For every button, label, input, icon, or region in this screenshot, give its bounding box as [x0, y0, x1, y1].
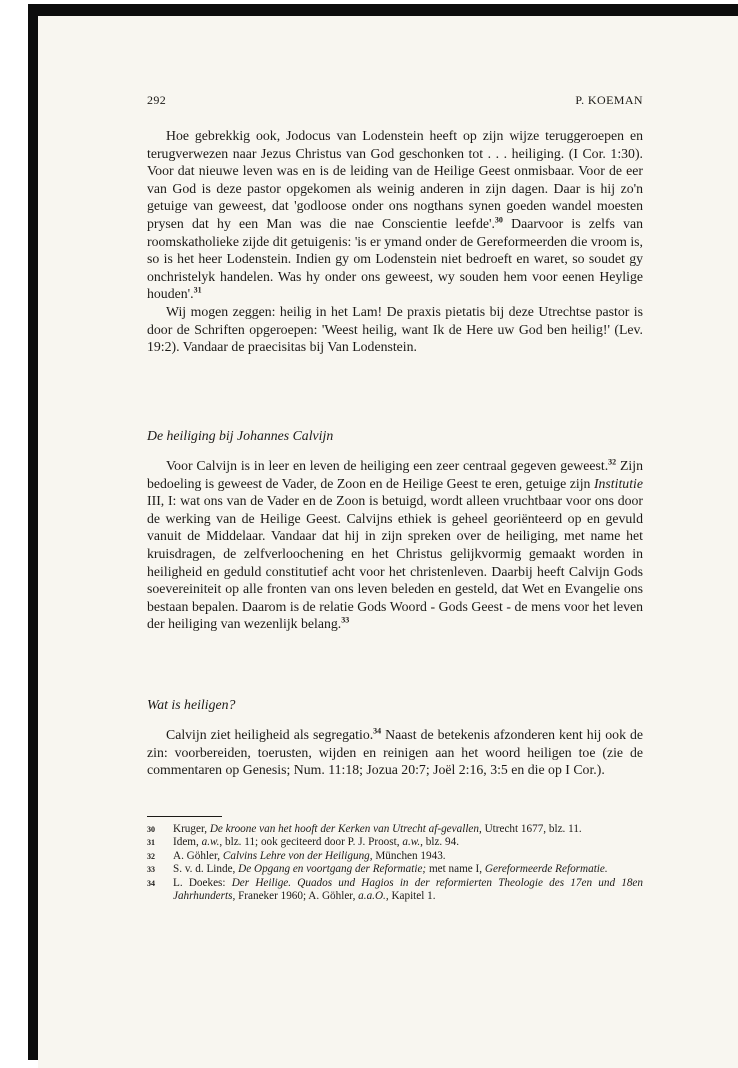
scan-edge-left: [28, 4, 38, 1060]
body-section-lodenstein: [147, 127, 643, 356]
footnote-ref-34[interactable]: 34: [373, 726, 382, 736]
footnote-31: 31 Idem, a.w., blz. 11; ook geciteerd door P. J. Proost, a.w., blz. 94.: [147, 836, 460, 849]
section-heading-heiligen: Wat is heiligen?: [147, 697, 236, 712]
page-number: 292: [147, 93, 167, 107]
body-section-calvijn: [147, 457, 643, 633]
footnote-ref-33[interactable]: 33: [341, 615, 350, 625]
scan-edge-top: [28, 4, 738, 16]
section-heading-calvijn: De heiliging bij Johannes Calvijn: [147, 428, 334, 443]
footnote-number: 30: [147, 825, 155, 834]
footnote-33: 33 S. v. d. Linde, De Opgang en voortgang der Reformatie; met name I, Gereformeerde Reformatie.: [147, 863, 608, 876]
footnote-ref-30[interactable]: 30: [494, 215, 503, 225]
footnote-number: 31: [147, 838, 155, 848]
footnote-ref-32[interactable]: 32: [608, 457, 617, 467]
paragraph-lodenstein: Hoe gebrekkig ook, Jodocus van Lodenstein heeft op zijn wijze teruggeroepen en terugverwezen naar Jezus Christus van God geschonken tot . . . heiliging. (I Cor. 1:30). Voor dat nieuwe leven was en is de leiding van de Heilige Geest onmisbaar. Voor de eer van God is deze pastor opgekomen als weinig anderen in zijn dagen. Daar is hij zo'n getuige van geweest, dat 'godloose onder ons nogthans synen goeden wandel moesten prysen dat hy een Man was die nae Conscientie leefde'.$^{30}$ Daarvoor is zelfs van roomskatholieke zijde dit getuigenis: 'is er ymand onder de Gereformeerden die vroom is, so is het heer Lodenstein. Indien gy om Lodenstein niet bedroeft en waret, so soudet gy onchristelyk handelen. Was hy onder ons geweest, wy souden hem voor eenen Heylige houden'.$^{31}$: [147, 128, 643, 302]
paragraph-praxis: Wij mogen zeggen: heilig in het Lam! De praxis pietatis bij deze Utrechtse pastor is door de Schriften opgeroepen: 'Weest heilig, want Ik de Here uw God ben heilig!' (Lev. 19:2). Vandaar de praecisitas bij Van Lodenstein.: [147, 303, 643, 355]
footnote-30: 30 Kruger, De kroone van het hooft der Kerken van Utrecht af-gevallen, Utrecht 1677, blz. 11.: [147, 823, 582, 835]
footnote-34: 34 L. Doekes: Der Heilige. Quados und Hagios in der reformierten Theologie des 17en und 18en Jahrhunderts, Franeker 1960; A. Göhler, a.a.O., Kapitel 1.: [147, 876, 643, 903]
running-header: [147, 93, 643, 107]
footnotes: [147, 823, 643, 903]
body-section-heiligen: [147, 726, 643, 779]
footnote-32: 32 A. Göhler, Calvins Lehre von der Heiligung, München 1943.: [147, 849, 446, 862]
running-author: P. KOEMAN: [575, 93, 643, 107]
footnote-ref-31[interactable]: 31: [193, 285, 202, 295]
work-title-institutie: Institutie: [593, 475, 643, 491]
paragraph-segregatio: Calvijn ziet heiligheid als segregatio.$^{34}$ Naast de betekenis afzonderen kent hij ook de zin: voorbereiden, toerusten, wijden en reinigen aan het woord heiligen toe (zie de commentaren op Genesis; Num. 11:18; Jozua 20:7; Joël 2:16, 3:5 en die op I Cor.).: [147, 726, 643, 778]
footnote-number: 33: [147, 865, 155, 875]
footnote-number: 32: [147, 851, 155, 861]
paragraph-calvijn: Voor Calvijn is in leer en leven de heiliging een zeer centraal gegeven geweest.$^{32}$ Zijn bedoeling is geweest de Vader, de Zoon en de Heilige Geest te eren, getuige zijn Institutie III, I: wat ons van de Vader en de Zoon is betuigd, wordt alleen vruchtbaar voor ons door de werking van de Heilige Geest. Calvijns ethiek is geheel georiënteerd op en gevuld vanuit de Middelaar. Vandaar dat hij in zijn spreken over de heiliging, met name het kruisdragen, de zelfverloochening en het Christus gelijkvormig gemaakt worden in heiligheid en geduld constitutief acht voor het christenleven. Daarbij heeft Calvijn Gods soevereiniteit op alle fronten van ons leven beleden en gesteld, dat Wet en Evangelie ons bestaan bepalen. Daarom is de relatie Gods Woord - Gods Geest - de mens voor het leven der heiliging van wezenlijk belang.$^{33}$: [147, 457, 643, 632]
footnote-divider: [147, 816, 222, 817]
footnote-number: 34: [147, 878, 155, 888]
